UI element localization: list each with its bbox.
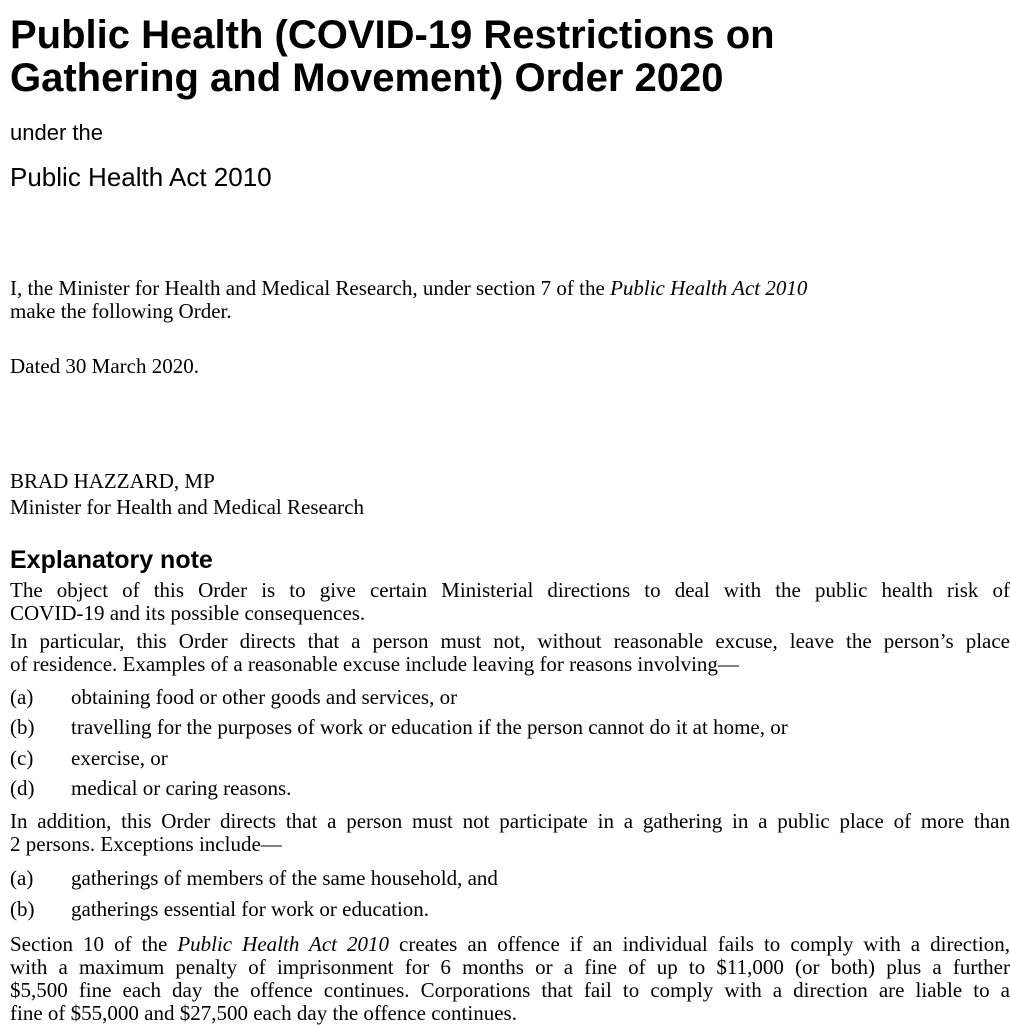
explanatory-p1-line-1: The object of this Order is to give certain Ministerial directions to deal with the public health risk of [10, 578, 1010, 602]
list-item-text: gatherings essential for work or education. [71, 897, 430, 921]
p4-text-start: Section 10 of the [10, 932, 178, 956]
list-item-text: medical or caring reasons. [71, 776, 292, 800]
p4-text-end: creates an offence if an individual fails to comply with a direction, [389, 932, 1010, 956]
preamble-line-1 [10, 277, 807, 300]
preamble-act-citation: Public Health Act 2010 [610, 276, 808, 300]
dated-line: Dated 30 March 2020. [10, 354, 199, 378]
explanatory-p3-line-1: In addition, this Order directs that a person must not participate in a gathering in a public place of more than [10, 809, 1010, 833]
list-item-label: (a) [10, 685, 34, 709]
explanatory-p4-line-4: fine of $55,000 and $27,500 each day the offence continues. [10, 1001, 517, 1025]
preamble [10, 277, 807, 323]
preamble-text: I, the Minister for Health and Medical Research, under section 7 of the [10, 276, 611, 300]
order-title [10, 14, 910, 100]
list-item-text: obtaining food or other goods and services, or [71, 685, 458, 709]
preamble-line-2: make the following Order. [10, 299, 232, 323]
list-item-label: (b) [10, 897, 35, 921]
p4-act-citation: Public Health Act 2010 [177, 932, 390, 956]
explanatory-p1-line-2: COVID-19 and its possible consequences. [10, 601, 366, 625]
under-the-label: under the [10, 120, 103, 145]
list-item [10, 866, 498, 890]
explanatory-paragraph-2 [10, 630, 1010, 676]
explanatory-p4-line-3: $5,500 fine each day the offence continues. Corporations that fail to comply with a direction are liable to a [10, 978, 1010, 1002]
explanatory-paragraph-3 [10, 810, 1010, 856]
list-item-label: (a) [10, 866, 34, 890]
list-item-label: (c) [10, 746, 34, 770]
list-item [10, 746, 168, 770]
order-title-line-1: Public Health (COVID-19 Restrictions on [10, 13, 775, 57]
explanatory-note-heading: Explanatory note [10, 546, 213, 574]
list-item [10, 776, 291, 800]
list-item-text: travelling for the purposes of work or education if the person cannot do it at home, or [71, 715, 788, 739]
signatory-block [10, 470, 364, 519]
list-item-text: gatherings of members of the same household, and [71, 866, 498, 890]
signatory-role: Minister for Health and Medical Research [10, 495, 364, 519]
order-title-line-2: Gathering and Movement) Order 2020 [10, 56, 724, 100]
list-item-text: exercise, or [71, 746, 168, 770]
list-item [10, 897, 429, 921]
explanatory-p4-line-1 [10, 933, 1010, 956]
explanatory-p4-line-2: with a maximum penalty of imprisonment for 6 months or a fine of up to $11,000 (or both) plus a further [10, 955, 1010, 979]
signatory-name: BRAD HAZZARD, MP [10, 469, 215, 493]
explanatory-paragraph-1 [10, 579, 1010, 625]
explanatory-p2-line-1: In particular, this Order directs that a person must not, without reasonable excuse, leave the person’s place [10, 629, 1010, 653]
explanatory-paragraph-4 [10, 933, 1010, 1025]
list-item [10, 685, 457, 709]
list-item-label: (b) [10, 715, 35, 739]
explanatory-p2-line-2: of residence. Examples of a reasonable excuse include leaving for reasons involving— [10, 652, 739, 676]
list-item-label: (d) [10, 776, 35, 800]
enabling-act-name: Public Health Act 2010 [10, 162, 272, 192]
explanatory-p3-line-2: 2 persons. Exceptions include— [10, 832, 282, 856]
list-item [10, 715, 788, 739]
